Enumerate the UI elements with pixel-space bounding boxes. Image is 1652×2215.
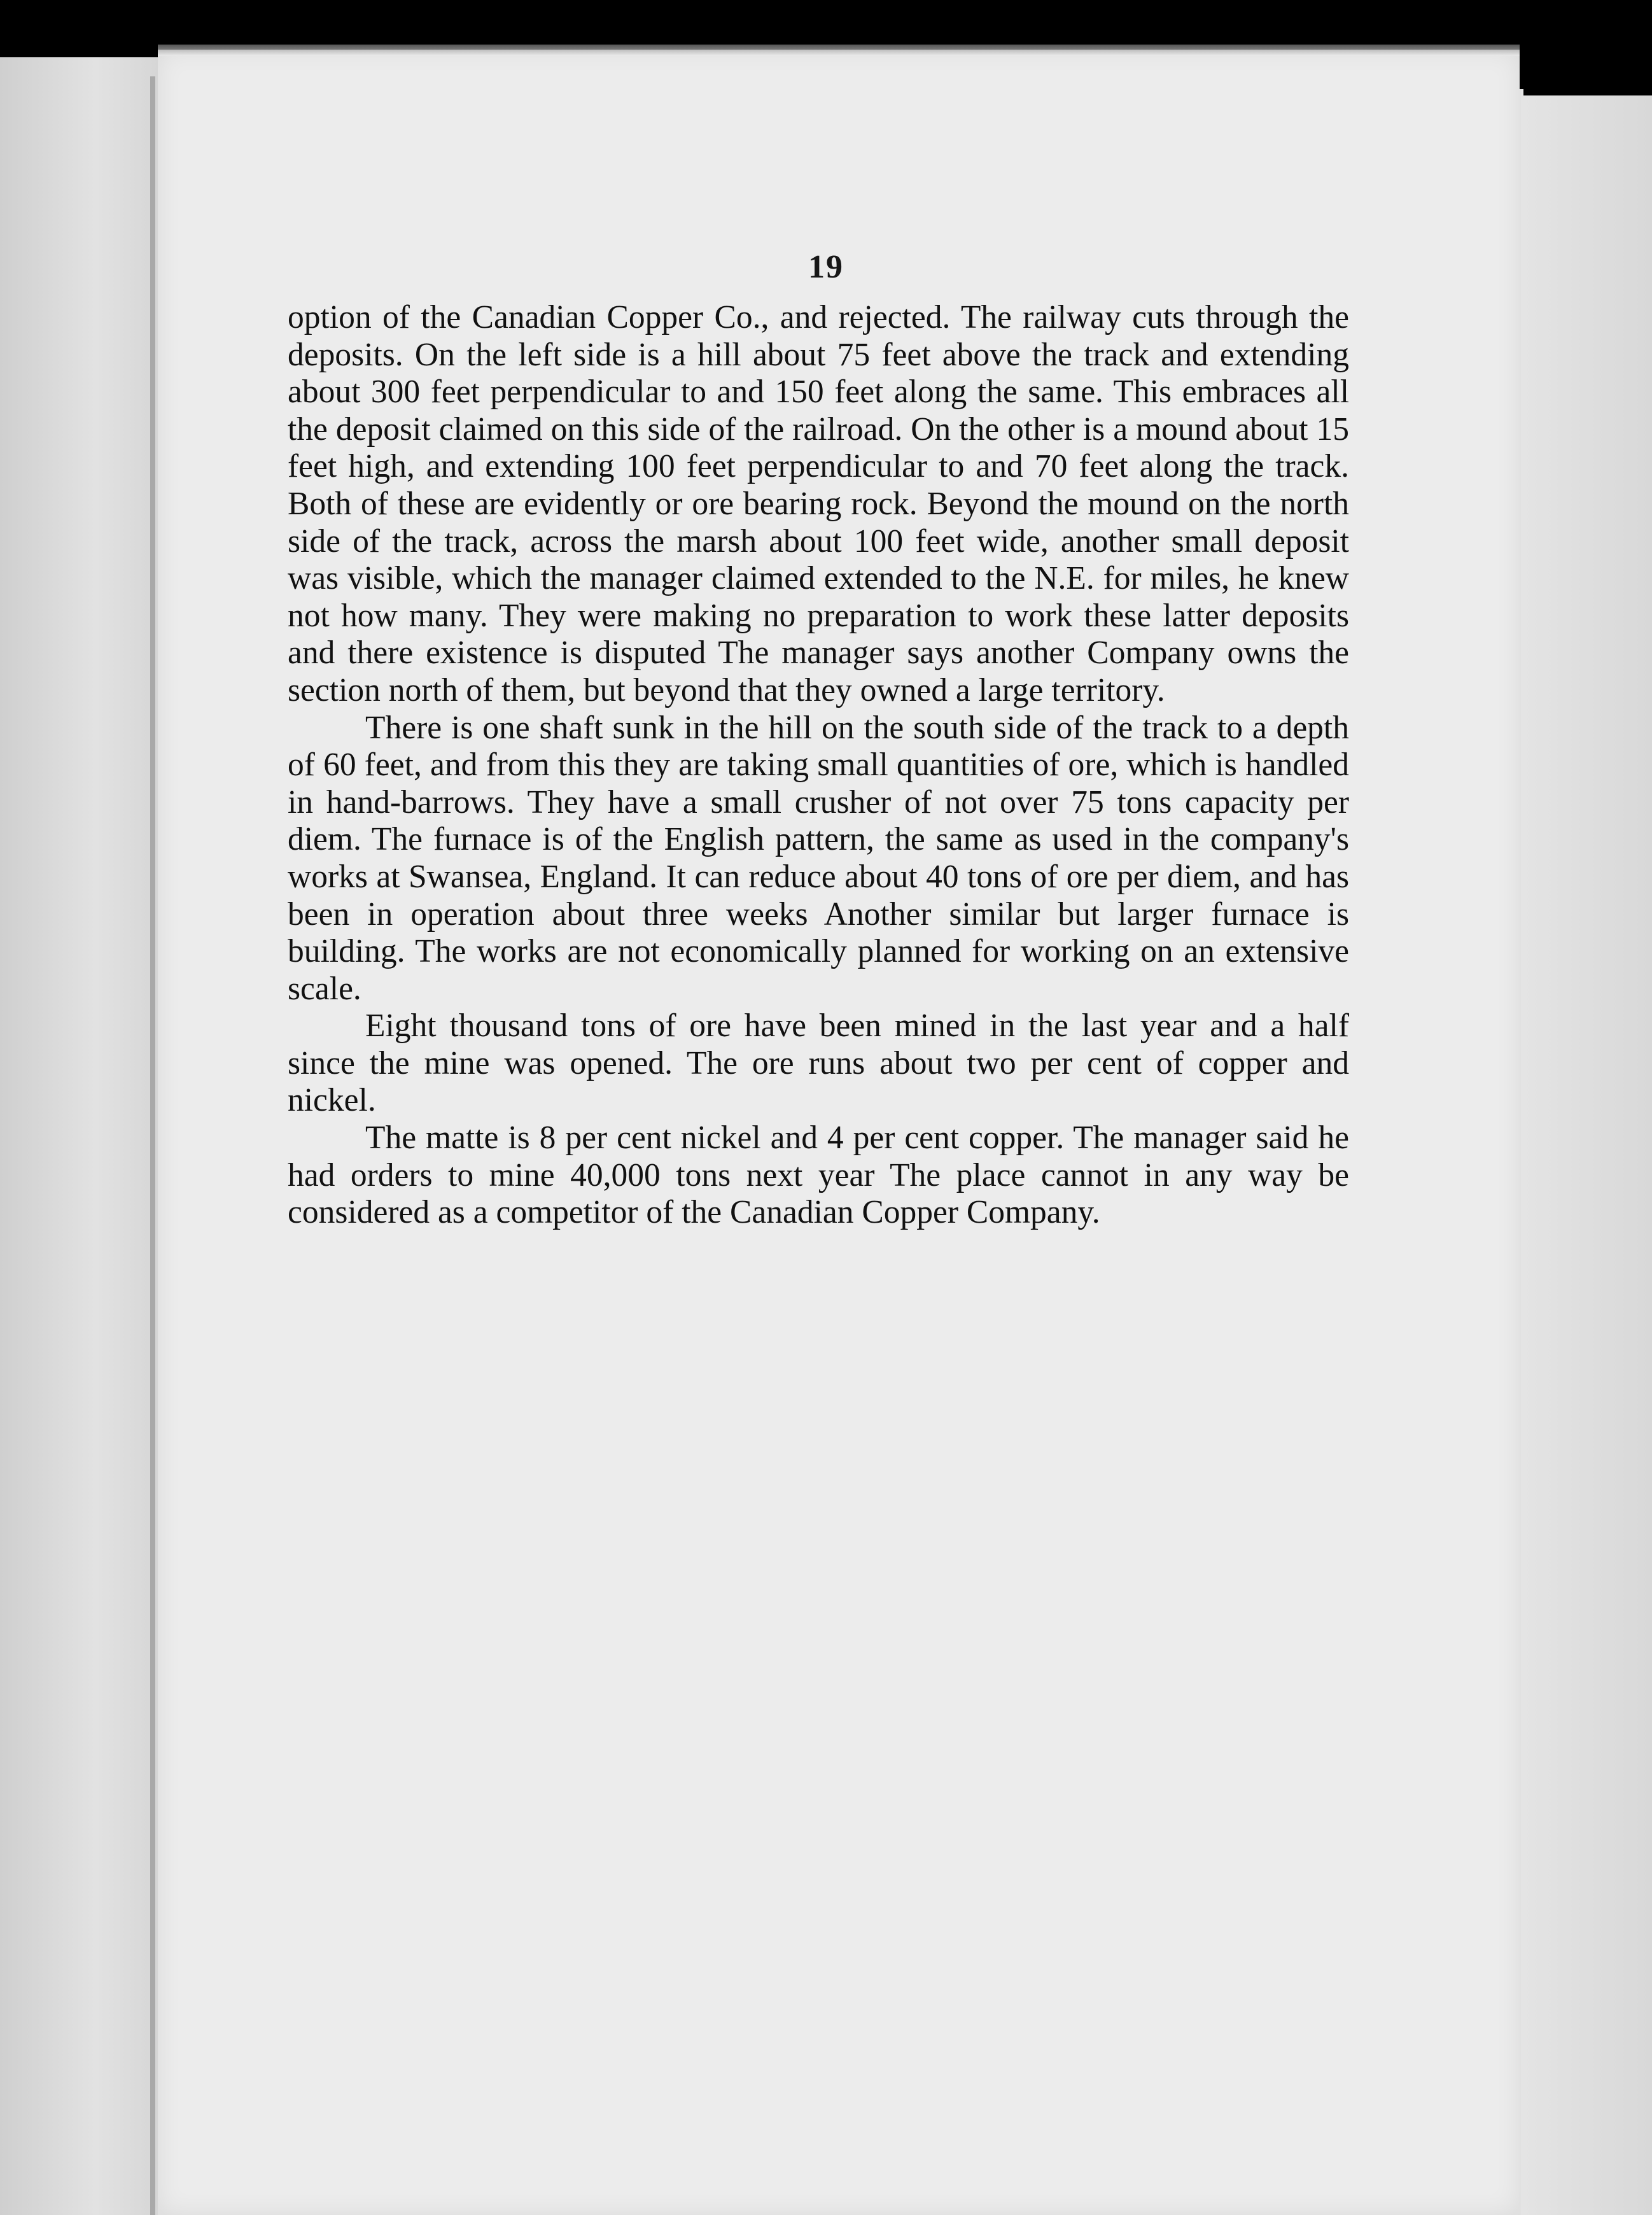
left-facing-page: [0, 57, 159, 2215]
body-text: [288, 299, 1349, 1232]
paragraph-1: option of the Canadian Copper Co., and rejected. The railway cuts through the deposits. On the left side is a hill about 75 feet above the track and extending about 300 feet perpendicular to and 150 feet along the same. This embraces all the deposit claimed on this side of the railroad. On the other is a mound about 15 feet high, and extending 100 feet perpendicular to and 70 feet along the track. Both of these are evidently or ore bearing rock. Beyond the mound on the north side of the track, across the marsh about 100 feet wide, another small deposit was visible, which the manager claimed extended to the N.E. for miles, he knew not how many. They were making no preparation to work these latter deposits and there existence is disputed The manager says another Company owns the section north of them, but beyond that they owned a large territory.: [288, 299, 1349, 708]
left-page-edge: [150, 76, 155, 2215]
paragraph-4: The matte is 8 per cent nickel and 4 per cent copper. The manager said he had orders to mine 40,000 tons next year The place cannot in any way be considered as a competitor of the Canadian Copper Company.: [288, 1120, 1349, 1231]
paragraph-3: Eight thousand tons of ore have been mined in the last year and a half since the mine was opened. The ore runs about two per cent of copper and nickel.: [288, 1008, 1349, 1119]
page-top-shadow: [158, 45, 1520, 56]
page-number: 19: [808, 249, 844, 285]
page-stack: [1521, 95, 1652, 2215]
paragraph-2: There is one shaft sunk in the hill on the south side of the track to a depth of 60 feet, and from this they are taking small quantities of ore, which is handled in hand-barrows. They have a small crusher of not over 75 tons capacity per diem. The furnace is of the English pattern, the same as used in the company's works at Swansea, England. It can reduce about 40 tons of ore per diem, and has been in operation about three weeks Another similar but larger furnace is building. The works are not economically planned for working on an extensive scale.: [288, 709, 1349, 1007]
